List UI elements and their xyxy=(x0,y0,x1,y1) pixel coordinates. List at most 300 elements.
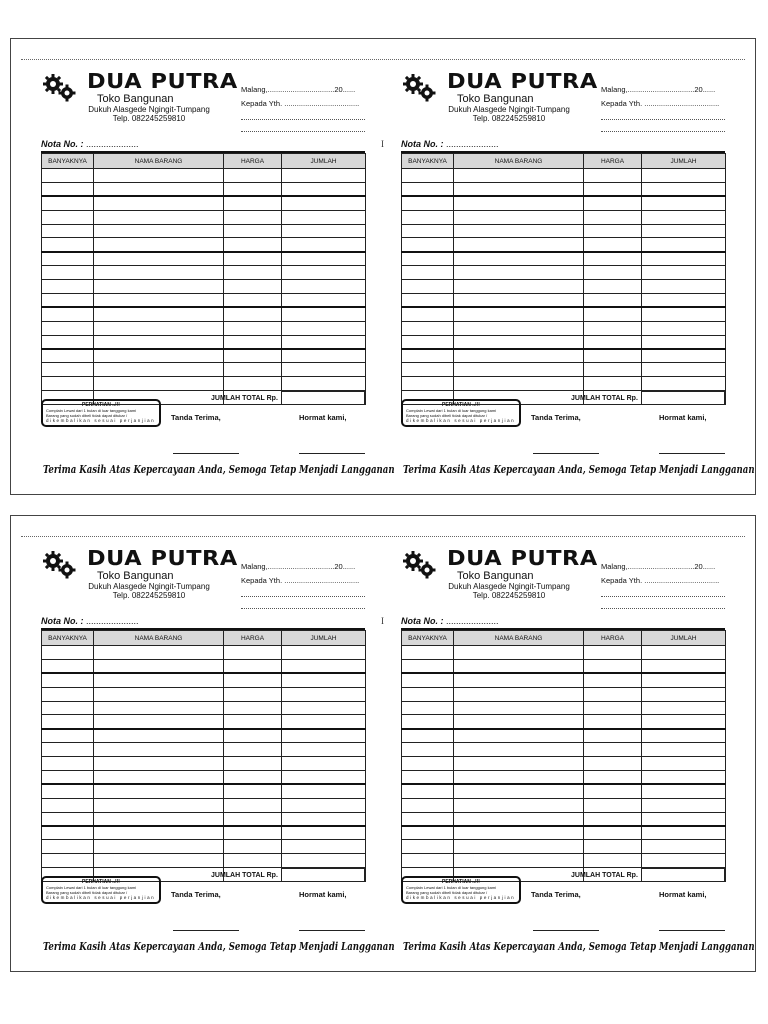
total-amount-field[interactable] xyxy=(641,391,725,405)
table-cell[interactable] xyxy=(584,701,642,715)
table-cell[interactable] xyxy=(402,169,454,183)
recipient-line[interactable] xyxy=(241,131,365,132)
table-cell[interactable] xyxy=(282,812,366,826)
table-cell[interactable] xyxy=(454,252,584,266)
table-cell[interactable] xyxy=(224,840,282,854)
table-cell[interactable] xyxy=(224,335,282,349)
table-cell[interactable] xyxy=(224,252,282,266)
table-cell[interactable] xyxy=(224,743,282,757)
table-cell[interactable] xyxy=(282,196,366,210)
table-cell[interactable] xyxy=(642,757,726,771)
table-cell[interactable] xyxy=(224,854,282,868)
table-cell[interactable] xyxy=(642,266,726,280)
table-cell[interactable] xyxy=(402,252,454,266)
table-cell[interactable] xyxy=(282,266,366,280)
table-cell[interactable] xyxy=(584,377,642,391)
table-cell[interactable] xyxy=(224,729,282,743)
receiver-signature-line[interactable] xyxy=(533,453,599,454)
table-cell[interactable] xyxy=(402,196,454,210)
items-table xyxy=(41,630,366,882)
table-cell[interactable] xyxy=(42,826,94,840)
table-cell[interactable] xyxy=(642,854,726,868)
seller-signature-line[interactable] xyxy=(299,930,365,931)
table-cell[interactable] xyxy=(454,784,584,798)
table-cell[interactable] xyxy=(402,266,454,280)
table-cell[interactable] xyxy=(642,743,726,757)
table-cell[interactable] xyxy=(454,238,584,252)
table-cell[interactable] xyxy=(282,757,366,771)
nota-number-field[interactable] xyxy=(401,139,499,149)
table-cell[interactable] xyxy=(282,210,366,224)
table-cell[interactable] xyxy=(584,840,642,854)
table-cell[interactable] xyxy=(224,659,282,673)
table-cell[interactable] xyxy=(454,646,584,660)
table-cell[interactable] xyxy=(584,687,642,701)
table-cell[interactable] xyxy=(282,377,366,391)
table-cell[interactable] xyxy=(224,224,282,238)
table-cell[interactable] xyxy=(224,294,282,308)
table-cell[interactable] xyxy=(584,280,642,294)
table-cell[interactable] xyxy=(94,673,224,687)
table-cell[interactable] xyxy=(454,812,584,826)
table-cell[interactable] xyxy=(454,826,584,840)
table-cell[interactable] xyxy=(454,182,584,196)
table-cell[interactable] xyxy=(642,701,726,715)
recipient-line[interactable] xyxy=(601,608,725,609)
table-row xyxy=(402,182,726,196)
table-cell[interactable] xyxy=(402,784,454,798)
table-cell[interactable] xyxy=(584,646,642,660)
table-cell[interactable] xyxy=(584,729,642,743)
table-cell[interactable] xyxy=(282,252,366,266)
table-cell[interactable] xyxy=(584,169,642,183)
table-cell[interactable] xyxy=(42,646,94,660)
table-cell[interactable] xyxy=(402,280,454,294)
table-cell[interactable] xyxy=(642,377,726,391)
recipient-line[interactable] xyxy=(241,119,365,120)
table-cell[interactable] xyxy=(94,646,224,660)
table-cell[interactable] xyxy=(454,294,584,308)
table-cell[interactable] xyxy=(224,646,282,660)
table-cell[interactable] xyxy=(224,182,282,196)
table-row xyxy=(42,743,366,757)
table-cell[interactable] xyxy=(402,715,454,729)
table-cell[interactable] xyxy=(42,812,94,826)
table-cell[interactable] xyxy=(402,757,454,771)
table-cell[interactable] xyxy=(402,687,454,701)
table-cell[interactable] xyxy=(42,307,94,321)
recipient-field[interactable]: Kepada Yth. .................................... xyxy=(241,576,360,585)
table-cell[interactable] xyxy=(402,854,454,868)
table-cell[interactable] xyxy=(224,307,282,321)
table-cell[interactable] xyxy=(224,812,282,826)
recipient-line[interactable] xyxy=(601,119,725,120)
table-cell[interactable] xyxy=(584,715,642,729)
table-cell[interactable] xyxy=(642,294,726,308)
table-row xyxy=(42,784,366,798)
table-cell[interactable] xyxy=(584,196,642,210)
table-cell[interactable] xyxy=(94,771,224,785)
table-cell[interactable] xyxy=(584,757,642,771)
table-cell[interactable] xyxy=(94,294,224,308)
nota-number-field[interactable] xyxy=(41,616,139,626)
table-cell[interactable] xyxy=(282,840,366,854)
table-cell[interactable] xyxy=(94,826,224,840)
table-cell[interactable] xyxy=(42,784,94,798)
table-cell[interactable] xyxy=(42,363,94,377)
table-cell[interactable] xyxy=(584,673,642,687)
table-cell[interactable] xyxy=(42,210,94,224)
table-cell[interactable] xyxy=(584,659,642,673)
table-cell[interactable] xyxy=(282,238,366,252)
table-cell[interactable] xyxy=(402,238,454,252)
table-cell[interactable] xyxy=(94,307,224,321)
table-cell[interactable] xyxy=(42,182,94,196)
table-row xyxy=(42,238,366,252)
table-cell[interactable] xyxy=(282,743,366,757)
table-cell[interactable] xyxy=(642,812,726,826)
table-cell[interactable] xyxy=(94,196,224,210)
table-cell[interactable] xyxy=(454,757,584,771)
table-cell[interactable] xyxy=(454,280,584,294)
table-cell[interactable] xyxy=(282,659,366,673)
table-cell[interactable] xyxy=(642,646,726,660)
table-cell[interactable] xyxy=(402,659,454,673)
table-cell[interactable] xyxy=(42,377,94,391)
table-cell[interactable] xyxy=(224,363,282,377)
table-cell[interactable] xyxy=(94,784,224,798)
table-cell[interactable] xyxy=(584,210,642,224)
table-cell[interactable] xyxy=(42,349,94,363)
table-cell[interactable] xyxy=(642,715,726,729)
receiver-signature-line[interactable] xyxy=(533,930,599,931)
table-cell[interactable] xyxy=(454,377,584,391)
table-cell[interactable] xyxy=(642,196,726,210)
table-cell[interactable] xyxy=(224,771,282,785)
table-cell[interactable] xyxy=(584,224,642,238)
table-cell[interactable] xyxy=(282,294,366,308)
table-cell[interactable] xyxy=(224,757,282,771)
table-cell[interactable] xyxy=(642,840,726,854)
table-cell[interactable] xyxy=(42,280,94,294)
seller-signature-line[interactable] xyxy=(299,453,365,454)
table-cell[interactable] xyxy=(402,335,454,349)
table-cell[interactable] xyxy=(42,798,94,812)
table-cell[interactable] xyxy=(282,349,366,363)
invoice-form xyxy=(401,544,755,964)
table-cell[interactable] xyxy=(454,854,584,868)
table-cell[interactable] xyxy=(402,673,454,687)
total-amount-field[interactable] xyxy=(641,868,725,882)
table-cell[interactable] xyxy=(224,715,282,729)
table-cell[interactable] xyxy=(94,349,224,363)
table-cell[interactable] xyxy=(402,377,454,391)
table-cell[interactable] xyxy=(282,784,366,798)
table-cell[interactable] xyxy=(282,701,366,715)
table-cell[interactable] xyxy=(584,307,642,321)
table-cell[interactable] xyxy=(94,659,224,673)
items-table xyxy=(41,153,366,405)
recipient-field[interactable]: Kepada Yth. .................................... xyxy=(241,99,360,108)
table-cell[interactable] xyxy=(454,349,584,363)
table-cell[interactable] xyxy=(94,238,224,252)
table-cell[interactable] xyxy=(402,349,454,363)
table-cell[interactable] xyxy=(42,335,94,349)
table-cell[interactable] xyxy=(584,798,642,812)
table-cell[interactable] xyxy=(584,182,642,196)
table-cell[interactable] xyxy=(402,826,454,840)
place-date-field[interactable]: Malang,................................20...... xyxy=(241,85,356,94)
table-cell[interactable] xyxy=(42,673,94,687)
table-row xyxy=(402,377,726,391)
recipient-line[interactable] xyxy=(601,131,725,132)
table-cell[interactable] xyxy=(282,715,366,729)
table-cell[interactable] xyxy=(94,798,224,812)
table-cell[interactable] xyxy=(402,798,454,812)
table-cell[interactable] xyxy=(282,729,366,743)
table-cell[interactable] xyxy=(402,771,454,785)
table-cell[interactable] xyxy=(224,701,282,715)
table-cell[interactable] xyxy=(282,854,366,868)
table-cell[interactable] xyxy=(42,757,94,771)
table-cell[interactable] xyxy=(282,224,366,238)
table-cell[interactable] xyxy=(94,377,224,391)
table-cell[interactable] xyxy=(584,812,642,826)
table-cell[interactable] xyxy=(454,840,584,854)
table-cell[interactable] xyxy=(402,743,454,757)
table-cell[interactable] xyxy=(454,673,584,687)
table-cell[interactable] xyxy=(584,238,642,252)
table-cell[interactable] xyxy=(454,701,584,715)
table-cell[interactable] xyxy=(584,743,642,757)
table-cell[interactable] xyxy=(224,196,282,210)
table-cell[interactable] xyxy=(402,321,454,335)
table-cell[interactable] xyxy=(42,321,94,335)
table-cell[interactable] xyxy=(224,673,282,687)
table-cell[interactable] xyxy=(584,335,642,349)
table-cell[interactable] xyxy=(584,266,642,280)
recipient-line[interactable] xyxy=(241,596,365,597)
table-cell[interactable] xyxy=(402,646,454,660)
table-cell[interactable] xyxy=(584,294,642,308)
table-cell[interactable] xyxy=(224,784,282,798)
table-cell[interactable] xyxy=(224,377,282,391)
receiver-signature-line[interactable] xyxy=(173,930,239,931)
table-cell[interactable] xyxy=(282,182,366,196)
table-cell[interactable] xyxy=(94,743,224,757)
recipient-line[interactable] xyxy=(601,596,725,597)
table-cell[interactable] xyxy=(224,238,282,252)
recipient-field[interactable]: Kepada Yth. .................................... xyxy=(601,99,720,108)
table-cell[interactable] xyxy=(454,307,584,321)
table-cell[interactable] xyxy=(454,687,584,701)
table-cell[interactable] xyxy=(224,321,282,335)
table-cell[interactable] xyxy=(282,673,366,687)
place-date-field[interactable]: Malang,................................20...... xyxy=(601,562,716,571)
table-cell[interactable] xyxy=(584,321,642,335)
table-cell[interactable] xyxy=(94,729,224,743)
table-cell[interactable] xyxy=(282,687,366,701)
table-cell[interactable] xyxy=(402,224,454,238)
table-cell[interactable] xyxy=(642,335,726,349)
table-cell[interactable] xyxy=(402,294,454,308)
table-cell[interactable] xyxy=(642,798,726,812)
table-cell[interactable] xyxy=(42,294,94,308)
table-cell[interactable] xyxy=(454,335,584,349)
table-cell[interactable] xyxy=(42,715,94,729)
table-cell[interactable] xyxy=(224,826,282,840)
receiver-signature-line[interactable] xyxy=(173,453,239,454)
table-cell[interactable] xyxy=(42,771,94,785)
total-amount-field[interactable] xyxy=(281,391,365,405)
table-cell[interactable] xyxy=(642,210,726,224)
table-cell[interactable] xyxy=(642,280,726,294)
notice-box xyxy=(41,399,161,427)
table-cell[interactable] xyxy=(642,182,726,196)
table-cell[interactable] xyxy=(454,743,584,757)
table-cell[interactable] xyxy=(584,854,642,868)
place-date-field[interactable]: Malang,................................20...... xyxy=(241,562,356,571)
table-cell[interactable] xyxy=(642,363,726,377)
table-cell[interactable] xyxy=(642,321,726,335)
table-cell[interactable] xyxy=(224,687,282,701)
table-cell[interactable] xyxy=(642,238,726,252)
table-cell[interactable] xyxy=(642,729,726,743)
table-cell[interactable] xyxy=(402,210,454,224)
nota-number-field[interactable] xyxy=(401,616,499,626)
table-cell[interactable] xyxy=(42,266,94,280)
table-cell[interactable] xyxy=(402,840,454,854)
table-cell[interactable] xyxy=(224,798,282,812)
table-cell[interactable] xyxy=(584,349,642,363)
table-cell[interactable] xyxy=(454,196,584,210)
table-cell[interactable] xyxy=(642,673,726,687)
table-cell[interactable] xyxy=(282,363,366,377)
table-cell[interactable] xyxy=(42,854,94,868)
table-cell[interactable] xyxy=(282,646,366,660)
table-cell[interactable] xyxy=(42,169,94,183)
table-cell[interactable] xyxy=(42,840,94,854)
table-cell[interactable] xyxy=(94,182,224,196)
table-cell[interactable] xyxy=(42,224,94,238)
table-cell[interactable] xyxy=(402,701,454,715)
table-cell[interactable] xyxy=(224,266,282,280)
table-cell[interactable] xyxy=(42,729,94,743)
table-cell[interactable] xyxy=(454,659,584,673)
seller-signature-line[interactable] xyxy=(659,930,725,931)
table-cell[interactable] xyxy=(94,715,224,729)
table-cell[interactable] xyxy=(94,363,224,377)
table-cell[interactable] xyxy=(584,771,642,785)
place-date-field[interactable]: Malang,................................20...... xyxy=(601,85,716,94)
table-cell[interactable] xyxy=(42,687,94,701)
table-cell[interactable] xyxy=(94,280,224,294)
table-cell[interactable] xyxy=(642,169,726,183)
table-cell[interactable] xyxy=(42,238,94,252)
total-amount-field[interactable] xyxy=(281,868,365,882)
table-cell[interactable] xyxy=(42,743,94,757)
table-cell[interactable] xyxy=(454,210,584,224)
table-cell[interactable] xyxy=(282,335,366,349)
table-cell[interactable] xyxy=(454,729,584,743)
table-cell[interactable] xyxy=(642,349,726,363)
table-cell[interactable] xyxy=(454,798,584,812)
table-cell[interactable] xyxy=(402,307,454,321)
table-cell[interactable] xyxy=(454,715,584,729)
table-cell[interactable] xyxy=(94,252,224,266)
table-cell[interactable] xyxy=(642,307,726,321)
table-cell[interactable] xyxy=(642,252,726,266)
table-cell[interactable] xyxy=(94,321,224,335)
table-cell[interactable] xyxy=(94,701,224,715)
table-cell[interactable] xyxy=(402,812,454,826)
table-cell[interactable] xyxy=(584,252,642,266)
table-cell[interactable] xyxy=(642,224,726,238)
table-cell[interactable] xyxy=(224,210,282,224)
table-cell[interactable] xyxy=(402,729,454,743)
table-cell[interactable] xyxy=(642,784,726,798)
table-cell[interactable] xyxy=(454,169,584,183)
table-cell[interactable] xyxy=(584,784,642,798)
table-cell[interactable] xyxy=(282,826,366,840)
table-cell[interactable] xyxy=(282,169,366,183)
table-cell[interactable] xyxy=(584,363,642,377)
table-cell[interactable] xyxy=(282,280,366,294)
table-cell[interactable] xyxy=(94,757,224,771)
table-cell[interactable] xyxy=(642,771,726,785)
table-cell[interactable] xyxy=(642,826,726,840)
table-cell[interactable] xyxy=(94,335,224,349)
table-cell[interactable] xyxy=(584,826,642,840)
store-address: Dukuh Alasgede Ngingit-Tumpang xyxy=(88,582,210,591)
table-row xyxy=(402,771,726,785)
table-cell[interactable] xyxy=(94,840,224,854)
recipient-field[interactable]: Kepada Yth. .................................... xyxy=(601,576,720,585)
table-cell[interactable] xyxy=(282,771,366,785)
table-cell[interactable] xyxy=(454,224,584,238)
table-cell[interactable] xyxy=(42,701,94,715)
table-cell[interactable] xyxy=(282,307,366,321)
table-cell[interactable] xyxy=(94,169,224,183)
nota-number-field[interactable] xyxy=(41,139,139,149)
table-cell[interactable] xyxy=(224,349,282,363)
table-cell[interactable] xyxy=(94,812,224,826)
table-cell[interactable] xyxy=(94,854,224,868)
table-cell[interactable] xyxy=(94,210,224,224)
table-cell[interactable] xyxy=(282,321,366,335)
seller-signature-line[interactable] xyxy=(659,453,725,454)
table-cell[interactable] xyxy=(42,659,94,673)
table-cell[interactable] xyxy=(282,798,366,812)
table-cell[interactable] xyxy=(94,266,224,280)
table-cell[interactable] xyxy=(642,687,726,701)
table-cell[interactable] xyxy=(402,363,454,377)
table-cell[interactable] xyxy=(454,363,584,377)
brand-subtitle: Toko Bangunan xyxy=(457,570,534,582)
table-cell[interactable] xyxy=(454,771,584,785)
table-cell[interactable] xyxy=(224,169,282,183)
table-cell[interactable] xyxy=(402,182,454,196)
table-cell[interactable] xyxy=(94,224,224,238)
table-cell[interactable] xyxy=(224,280,282,294)
table-cell[interactable] xyxy=(94,687,224,701)
recipient-line[interactable] xyxy=(241,608,365,609)
table-cell[interactable] xyxy=(642,659,726,673)
table-cell[interactable] xyxy=(42,252,94,266)
table-cell[interactable] xyxy=(42,196,94,210)
table-cell[interactable] xyxy=(454,321,584,335)
table-cell[interactable] xyxy=(454,266,584,280)
